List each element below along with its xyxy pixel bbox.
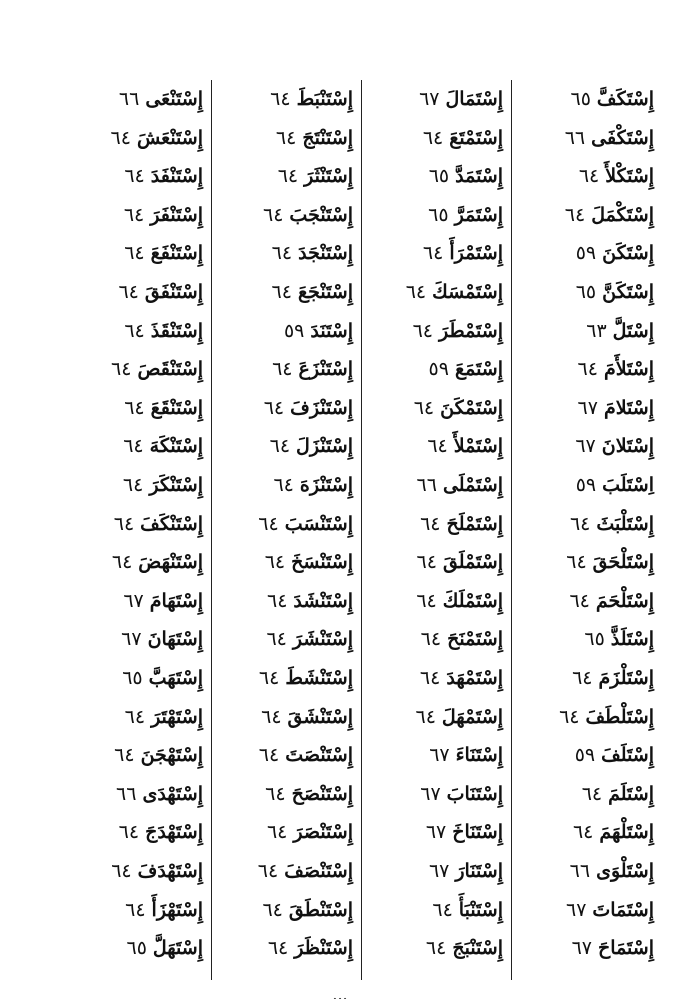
list-item xyxy=(216,891,353,929)
entry-word: إِسْتَنْسَبَ xyxy=(284,512,353,535)
list-item xyxy=(216,234,353,272)
list-item xyxy=(516,350,654,388)
list-item xyxy=(66,196,203,234)
entry-page-ref: ٦٤ xyxy=(569,512,591,535)
entry-page-ref: ٦٤ xyxy=(258,667,280,689)
entry-word: إِسْتَنْسَخَ xyxy=(291,551,353,574)
entry-word: إِسْتَنَارَ xyxy=(455,860,503,882)
entry-word: إِسْتَنْشَقَ xyxy=(287,705,353,728)
entry-word: إِسْتَنْجَعَ xyxy=(297,281,353,303)
list-item xyxy=(66,813,203,851)
entry-word: إِسْتَنْزَفَ xyxy=(290,396,353,419)
list-item xyxy=(516,312,654,350)
list-item xyxy=(516,929,654,967)
list-item xyxy=(66,582,203,620)
entry-page-ref: ٥٩ xyxy=(428,358,449,381)
column-4 xyxy=(62,80,212,980)
entry-page-ref: ٦٤ xyxy=(564,203,586,226)
entry-page-ref: ٦٤ xyxy=(416,589,437,612)
list-item xyxy=(66,350,203,388)
list-item xyxy=(366,543,503,581)
entry-word: إِسْتَلْزَمَ xyxy=(598,667,654,689)
entry-word: إِسْتَكَفَّ xyxy=(596,88,654,110)
entry-page-ref: ٦٤ xyxy=(578,165,600,188)
entry-page-ref: ٦٦ xyxy=(116,782,137,805)
list-item xyxy=(216,466,353,504)
entry-word: إِسْتَنْبَجَ xyxy=(452,937,503,960)
entry-page-ref: ٦٤ xyxy=(419,667,441,689)
entry-page-ref: ٦٤ xyxy=(265,782,286,805)
entry-page-ref: ٦٥ xyxy=(575,281,597,303)
entry-word: إِسْتَلْوَى xyxy=(596,860,654,882)
list-item xyxy=(366,466,503,504)
entry-word: إِسْتَمْنَحَ xyxy=(447,628,503,651)
entry-word: إِسْتَنْفَقَ xyxy=(144,281,203,303)
entry-word: إِسْتَمْلَحَ xyxy=(446,512,503,535)
list-item xyxy=(216,80,353,118)
entry-word: إِسْتَنْثَرَ xyxy=(304,165,353,188)
entry-page-ref: ٦٤ xyxy=(110,126,131,149)
list-item xyxy=(216,389,353,427)
column-1 xyxy=(512,80,662,980)
list-item xyxy=(66,505,203,543)
entry-word: إِسْتَهْدَفَ xyxy=(137,860,203,882)
entry-word: إِسْتَكْلأَ xyxy=(605,165,654,188)
list-item xyxy=(516,119,654,157)
entry-word: إِسْتَهَلَّ xyxy=(152,937,203,960)
entry-word: إِسْتَمْرَأَ xyxy=(449,242,503,265)
entry-page-ref: ٦٤ xyxy=(413,396,435,419)
list-item xyxy=(366,620,503,658)
list-item xyxy=(216,659,353,697)
list-item xyxy=(66,543,203,581)
entry-page-ref: ٦٥ xyxy=(570,88,591,110)
list-item xyxy=(66,119,203,157)
list-item xyxy=(366,813,503,851)
entry-page-ref: ٦٤ xyxy=(125,898,146,921)
entry-page-ref: ٦٧ xyxy=(577,396,598,419)
entry-word: إِسْتَمْلأَ xyxy=(453,435,503,458)
entry-page-ref: ٦٤ xyxy=(124,396,145,419)
entry-page-ref: ٦٤ xyxy=(425,937,447,960)
list-item xyxy=(66,157,203,195)
entry-word: إِسْتَلْهَمَ xyxy=(599,821,654,844)
list-item xyxy=(366,775,503,813)
entry-word: إِسْتَنْزَعَ xyxy=(298,358,353,381)
list-item xyxy=(66,620,203,658)
entry-word: إِسْتَنَابَ xyxy=(446,782,503,805)
entry-page-ref: ٦٤ xyxy=(566,551,587,574)
entry-word: إِسْتَمَاحَ xyxy=(598,937,654,960)
entry-word: إِسْتَمْهَلَ xyxy=(441,705,503,728)
entry-page-ref: ٦٤ xyxy=(122,474,144,496)
entry-word: إِسْتَلَفَ xyxy=(601,744,654,767)
list-item xyxy=(366,350,503,388)
list-item xyxy=(366,698,503,736)
entry-page-ref: ٦٤ xyxy=(258,744,280,767)
list-item xyxy=(216,775,353,813)
list-item xyxy=(516,427,654,465)
entry-page-ref: ٦٤ xyxy=(111,860,132,882)
entry-word: إِسْتَنْظَرَ xyxy=(294,937,353,960)
list-item xyxy=(366,273,503,311)
list-item xyxy=(216,852,353,890)
list-item xyxy=(66,312,203,350)
entry-page-ref: ٥٩ xyxy=(283,319,305,342)
entry-page-ref: ٦٤ xyxy=(272,358,293,381)
entry-page-ref: ٥٩ xyxy=(574,744,596,767)
entry-word: إِسْتَنَدَ xyxy=(310,319,353,342)
entry-page-ref: ٦٤ xyxy=(111,358,132,381)
entry-word: إِسْتَنْشَدَ xyxy=(293,589,353,612)
entry-word: إِسْتَنْقَصَ xyxy=(137,358,203,381)
entry-page-ref: ٦٤ xyxy=(559,705,580,728)
entry-word: إِسْتَلْبَثَ xyxy=(596,512,654,535)
entry-page-ref: ٦٤ xyxy=(420,512,441,535)
list-item xyxy=(216,813,353,851)
entry-word: إِسْتَمْلَى xyxy=(442,474,503,496)
entry-page-ref: ٦٤ xyxy=(123,435,144,458)
entry-page-ref: ٦٤ xyxy=(261,705,282,728)
entry-page-ref: ٦٤ xyxy=(263,396,285,419)
entry-word: إِسْتَلامَ xyxy=(603,396,654,419)
list-item xyxy=(366,736,503,774)
list-item xyxy=(516,234,654,272)
entry-page-ref: ٦٤ xyxy=(123,203,145,226)
entry-page-ref: ٦٤ xyxy=(420,628,442,651)
entry-word: إِسْتَهْتَرَ xyxy=(151,705,203,728)
list-item xyxy=(216,350,353,388)
list-item xyxy=(516,659,654,697)
entry-word: إِسْتَمَاتَ xyxy=(592,898,654,921)
entry-page-ref: ٦٤ xyxy=(266,821,288,844)
entry-word: إِسْتَهْجَنَ xyxy=(140,744,203,767)
entry-page-ref: ٦٤ xyxy=(118,281,139,303)
entry-word: إِسْتَهْزَأَ xyxy=(151,898,203,921)
entry-word: إِسْتَنْصَتَ xyxy=(285,744,353,767)
entry-word: إِسْتَنْعَشَ xyxy=(136,126,203,149)
list-item xyxy=(66,852,203,890)
list-item xyxy=(216,312,353,350)
entry-word: إِسْتَنْفَعَ xyxy=(150,242,203,265)
entry-page-ref: ٦٤ xyxy=(257,860,279,882)
entry-word: إِسْتَمْهَدَ xyxy=(446,667,503,689)
list-item xyxy=(66,929,203,967)
entry-page-ref: ٥٩ xyxy=(575,474,597,496)
entry-page-ref: ٦٧ xyxy=(121,628,142,651)
entry-word: إِسْتَكَنَ xyxy=(602,242,654,265)
dictionary-page xyxy=(62,80,662,980)
entry-word: إِسْتَمَدَّ xyxy=(455,165,503,188)
list-item xyxy=(216,505,353,543)
column-2 xyxy=(362,80,512,980)
entry-word: إِسْتَلانَ xyxy=(601,435,654,458)
entry-page-ref: ٦٤ xyxy=(415,705,436,728)
entry-page-ref: ٦٧ xyxy=(123,589,144,612)
list-item xyxy=(216,196,353,234)
entry-page-ref: ٦٤ xyxy=(266,589,288,612)
entry-word: إِسْتَنْصَحَ xyxy=(291,782,353,805)
list-item xyxy=(366,312,503,350)
list-item xyxy=(516,157,654,195)
list-item xyxy=(66,775,203,813)
list-item xyxy=(66,466,203,504)
entry-word: إِسْتَنْصَرَ xyxy=(293,821,353,844)
entry-page-ref: ٦٤ xyxy=(416,551,437,574)
entry-word: إِسْتَكْفَى xyxy=(591,126,654,149)
entry-word: إِسْتَهَبَّ xyxy=(148,667,203,689)
list-item xyxy=(366,891,503,929)
entry-page-ref: ٦٧ xyxy=(565,898,587,921)
entry-page-ref: ٦٤ xyxy=(569,589,590,612)
entry-word: إِسْتَنْشَرَ xyxy=(292,628,353,651)
list-item xyxy=(366,852,503,890)
entry-page-ref: ٦٦ xyxy=(564,126,586,149)
list-item xyxy=(66,659,203,697)
entry-word: إِسْتَنْكَهَ xyxy=(149,435,203,458)
list-item xyxy=(66,891,203,929)
list-item xyxy=(366,427,503,465)
entry-word: إِسْتَمَرَّ xyxy=(454,203,503,226)
list-item xyxy=(516,505,654,543)
entry-word: إِسْتَنْكَفَ xyxy=(140,512,203,535)
entry-word: إِسْتَنْطَقَ xyxy=(288,898,353,921)
entry-word: إِسْتَنْقَعَ xyxy=(150,396,203,419)
list-item xyxy=(216,543,353,581)
list-item xyxy=(366,196,503,234)
entry-word: إِسْتَلْحَقَ xyxy=(592,551,654,574)
list-item xyxy=(366,659,503,697)
entry-page-ref: ٥٩ xyxy=(575,242,597,265)
entry-word: إِسْتَمْتَعَ xyxy=(449,126,503,149)
entry-page-ref: ٦٦ xyxy=(569,860,591,882)
list-item xyxy=(66,427,203,465)
entry-word: إِسْتَنْجَدَ xyxy=(298,242,353,265)
entry-word: إِسْتَمْسَكَ xyxy=(432,281,503,303)
list-item xyxy=(66,273,203,311)
list-item xyxy=(366,582,503,620)
entry-word: إِسْتَنَاخَ xyxy=(452,821,503,844)
entry-page-ref: ٦٤ xyxy=(118,821,140,844)
entry-word: إِسْتَنْقَذَ xyxy=(150,319,203,342)
entry-word: إِسْتَنْكَرَ xyxy=(149,474,203,496)
entry-page-ref: ٦٤ xyxy=(262,898,283,921)
entry-page-ref: ٦٤ xyxy=(422,126,444,149)
entry-page-ref: ٦٤ xyxy=(262,203,284,226)
entry-page-ref: ٦٤ xyxy=(269,435,291,458)
list-item xyxy=(366,80,503,118)
entry-page-ref: ٦٥ xyxy=(122,667,143,689)
entry-page-ref: ٦٤ xyxy=(124,165,145,188)
entry-page-ref: ٦٦ xyxy=(416,474,437,496)
entry-page-ref: ٦٤ xyxy=(267,937,289,960)
entry-word: إِسْتَكْمَلَ xyxy=(591,203,654,226)
entry-page-ref: ٦٣ xyxy=(586,319,607,342)
entry-word: إِسْتَنْبَأَ xyxy=(458,898,503,921)
list-item xyxy=(516,273,654,311)
list-item xyxy=(516,852,654,890)
list-item xyxy=(516,196,654,234)
entry-page-ref: ٦٦ xyxy=(118,88,140,110)
entry-page-ref: ٦٤ xyxy=(258,512,279,535)
entry-page-ref: ٦٧ xyxy=(425,821,447,844)
list-item xyxy=(366,505,503,543)
entry-word: إِسْتَلَّ xyxy=(612,319,654,342)
column-3 xyxy=(212,80,362,980)
entry-word: إِسْتَلْطَفَ xyxy=(585,705,654,728)
entry-word: إِسْتَهْدَجَ xyxy=(145,821,203,844)
entry-word: إِسْتَمْكَنَ xyxy=(440,396,503,419)
entry-word: إِسْتَكَنَّ xyxy=(602,281,654,303)
entry-page-ref: ٦٥ xyxy=(428,203,449,226)
entry-word: إِسْتَمَالَ xyxy=(445,88,503,110)
entry-word: إِسْتَنَاءَ xyxy=(455,744,503,767)
entry-page-ref: ٦٤ xyxy=(577,358,598,381)
entry-word: إِسْتَهْدَى xyxy=(142,782,203,805)
entry-page-ref: ٦٤ xyxy=(572,821,594,844)
list-item xyxy=(216,736,353,774)
entry-word: إِسْتَلأَمَ xyxy=(603,358,654,381)
entry-page-ref: ٦٤ xyxy=(271,242,293,265)
entry-word: إِسْتَنْبَطَ xyxy=(296,88,353,110)
list-item xyxy=(516,775,654,813)
entry-word: اِسْتَلَبَ xyxy=(602,474,654,496)
list-item xyxy=(66,234,203,272)
footer-mark: ... xyxy=(332,985,348,999)
entry-word: إِسْتَمْلَقَ xyxy=(442,551,503,574)
list-item xyxy=(366,157,503,195)
list-item xyxy=(516,80,654,118)
list-item xyxy=(366,119,503,157)
list-item xyxy=(516,389,654,427)
entry-page-ref: ٦٤ xyxy=(422,242,444,265)
entry-page-ref: ٦٤ xyxy=(572,667,593,689)
list-item xyxy=(216,698,353,736)
entry-page-ref: ٦٧ xyxy=(419,88,440,110)
list-item xyxy=(516,698,654,736)
entry-page-ref: ٦٤ xyxy=(412,319,433,342)
list-item xyxy=(516,582,654,620)
entry-word: إِسْتَنْصَفَ xyxy=(284,860,353,882)
list-item xyxy=(66,698,203,736)
list-item xyxy=(516,620,654,658)
entry-page-ref: ٦٤ xyxy=(581,782,603,805)
entry-word: إِسْتَلْحَمَ xyxy=(595,589,654,612)
list-item xyxy=(216,427,353,465)
entry-page-ref: ٦٧ xyxy=(571,937,593,960)
entry-page-ref: ٦٤ xyxy=(114,744,135,767)
entry-word: إِسْتَنْزَهَ xyxy=(299,474,353,496)
entry-page-ref: ٦٧ xyxy=(428,860,450,882)
list-item xyxy=(516,813,654,851)
entry-word: إِسْتَنْعَى xyxy=(145,88,203,110)
entry-page-ref: ٦٧ xyxy=(420,782,441,805)
entry-page-ref: ٦٤ xyxy=(124,319,145,342)
entry-page-ref: ٦٤ xyxy=(264,551,286,574)
entry-word: إِسْتَهَامَ xyxy=(149,589,203,612)
entry-page-ref: ٦٤ xyxy=(273,474,294,496)
list-item xyxy=(216,119,353,157)
entry-page-ref: ٦٤ xyxy=(124,242,145,265)
entry-page-ref: ٦٤ xyxy=(111,551,133,574)
entry-word: إِسْتَنْهَضَ xyxy=(138,551,203,574)
entry-page-ref: ٦٤ xyxy=(124,705,146,728)
entry-word: إِسْتَهَانَ xyxy=(147,628,203,651)
list-item xyxy=(366,234,503,272)
list-item xyxy=(216,929,353,967)
entry-page-ref: ٦٤ xyxy=(270,88,291,110)
list-item xyxy=(216,157,353,195)
list-item xyxy=(216,620,353,658)
entry-page-ref: ٦٤ xyxy=(266,628,287,651)
entry-word: إِسْتَلَمَ xyxy=(608,782,654,805)
list-item xyxy=(216,582,353,620)
list-item xyxy=(516,466,654,504)
entry-word: إِسْتَمَعَ xyxy=(454,358,503,381)
entry-word: إِسْتَمْلَكَ xyxy=(442,589,503,612)
entry-page-ref: ٦٧ xyxy=(575,435,596,458)
list-item xyxy=(66,80,203,118)
list-item xyxy=(516,543,654,581)
entry-page-ref: ٦٤ xyxy=(275,126,297,149)
list-item xyxy=(366,389,503,427)
list-item xyxy=(216,273,353,311)
entry-page-ref: ٦٥ xyxy=(584,628,605,651)
entry-page-ref: ٦٥ xyxy=(126,937,147,960)
entry-word: إِسْتَنْفَدَ xyxy=(150,165,203,188)
list-item xyxy=(516,891,654,929)
entry-page-ref: ٦٤ xyxy=(432,898,453,921)
entry-word: إِسْتَلَذَّ xyxy=(610,628,654,651)
entry-word: إِسْتَمْطَرَ xyxy=(439,319,503,342)
list-item xyxy=(66,389,203,427)
entry-page-ref: ٦٧ xyxy=(429,744,450,767)
entry-page-ref: ٦٤ xyxy=(113,512,135,535)
entry-word: إِسْتَنْتَجَ xyxy=(302,126,353,149)
list-item xyxy=(366,929,503,967)
entry-page-ref: ٦٤ xyxy=(427,435,448,458)
entry-page-ref: ٦٤ xyxy=(271,281,292,303)
entry-page-ref: ٦٤ xyxy=(277,165,299,188)
entry-word: إِسْتَنْفَرَ xyxy=(150,203,203,226)
list-item xyxy=(66,736,203,774)
entry-word: إِسْتَنْشَطَ xyxy=(285,667,353,689)
entry-word: إِسْتَنْجَبَ xyxy=(289,203,353,226)
list-item xyxy=(516,736,654,774)
entry-page-ref: ٦٥ xyxy=(428,165,450,188)
entry-page-ref: ٦٤ xyxy=(405,281,427,303)
entry-word: إِسْتَنْزَلَ xyxy=(296,435,353,458)
